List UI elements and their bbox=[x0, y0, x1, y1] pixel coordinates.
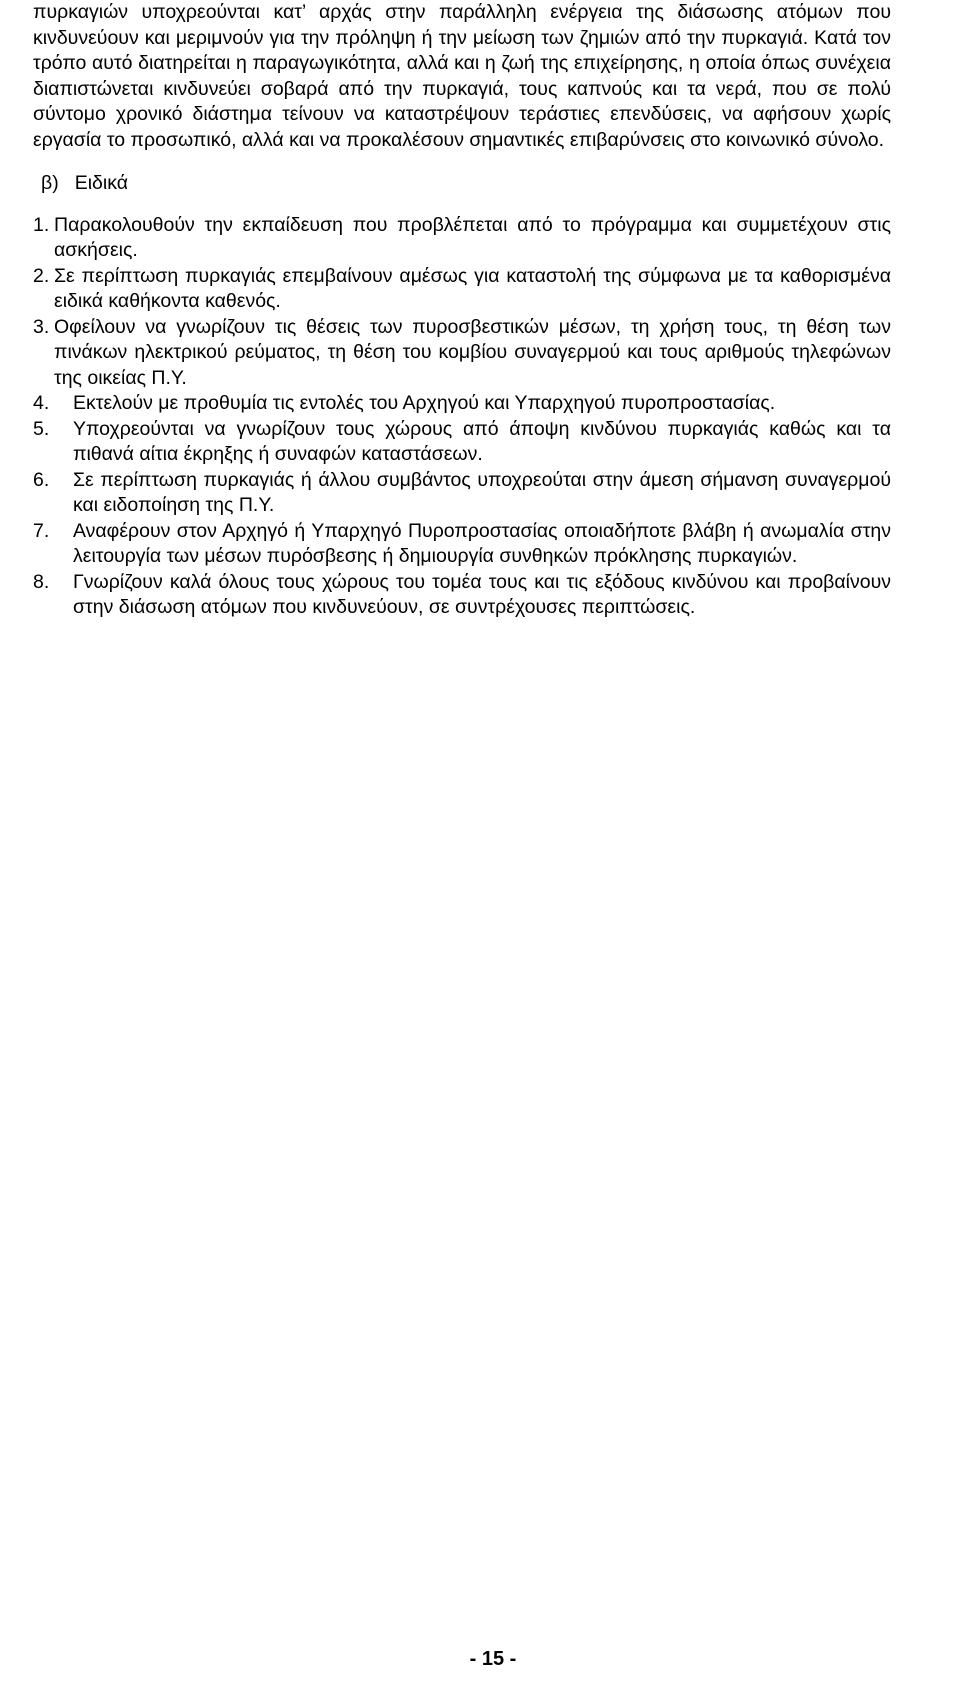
duties-list bbox=[33, 213, 891, 621]
list-item-text: Οφείλουν να γνωρίζουν τις θέσεις των πυροσβεστικών μέσων, τη χρήση τους, τη θέση των πινάκων ηλεκτρικού ρεύματος, τη θέση του κομβίου συναγερμού και τους αριθμούς τηλεφώνων της οικείας Π.Υ. bbox=[54, 315, 891, 389]
section-marker: β) bbox=[41, 172, 59, 194]
list-item bbox=[33, 570, 891, 621]
list-item-number: 5. bbox=[33, 417, 50, 440]
list-item-text: Σε περίπτωση πυρκαγιάς ή άλλου συμβάντος υποχρεούται στην άμεση σήμανση συναγερμού και ειδοποίηση της Π.Υ. bbox=[73, 468, 891, 516]
list-item-text: Εκτελούν με προθυμία τις εντολές του Αρχηγού και Υπαρχηγού πυροπροστασίας. bbox=[73, 392, 776, 414]
list-item-text: Υποχρεούνται να γνωρίζουν τους χώρους από άποψη κινδύνου πυρκαγιάς καθώς και τα πιθανά αίτια έκρηξης ή συναφών καταστάσεων. bbox=[73, 417, 891, 465]
list-item bbox=[33, 213, 891, 264]
list-item bbox=[33, 264, 891, 315]
list-item bbox=[33, 391, 891, 417]
list-item-number: 3. bbox=[33, 315, 50, 338]
page-number: - 15 - bbox=[469, 1648, 517, 1670]
list-item-text: Παρακολουθούν την εκπαίδευση που προβλέπεται από το πρόγραμμα και συμμετέχουν στις ασκήσεις. bbox=[54, 213, 891, 261]
list-item-number: 8. bbox=[33, 570, 50, 593]
intro-paragraph: πυρκαγιών υποχρεούνται κατ’ αρχάς στην παράλληλη ενέργεια της διάσωσης ατόμων που κινδυνεύουν και μεριμνούν για την πρόληψη ή την μείωση των ζημιών από την πυρκαγιά. Κατά τον τρόπο αυτό διατηρείται η παραγωγικότητα, αλλά και η ζωή της επιχείρησης, η οποία όπως συνέχεια διαπιστώνεται κινδυνεύει σοβαρά από την πυρκαγιά, τους καπνούς και τα νερά, που σε πολύ σύντομο χρονικό διάστημα τείνουν να καταστρέψουν τεράστιες επενδύσεις, να αφήσουν χωρίς εργασία το προσωπικό, αλλά και να προκαλέσουν σημαντικές επιβαρύνσεις στο κοινωνικό σύνολο. bbox=[33, 1, 891, 151]
list-item bbox=[33, 468, 891, 519]
list-item-text: Γνωρίζουν καλά όλους τους χώρους του τομέα τους και τις εξόδους κινδύνου και προβαίνουν στην διάσωση ατόμων που κινδυνεύουν, σε συντρέχουσες περιπτώσεις. bbox=[73, 570, 891, 618]
list-item bbox=[33, 519, 891, 570]
list-item-number: 6. bbox=[33, 468, 50, 491]
list-item bbox=[33, 315, 891, 392]
section-title: Ειδικά bbox=[74, 172, 129, 194]
section-heading bbox=[33, 171, 891, 197]
list-item-text: Αναφέρουν στον Αρχηγό ή Υπαρχηγό Πυροπροστασίας οποιαδήποτε βλάβη ή ανωμαλία στην λειτουργία των μέσων πυρόσβεσης ή δημιουργία συνθηκών πρόκλησης πυρκαγιών. bbox=[73, 519, 891, 567]
page-content bbox=[33, 0, 891, 621]
list-item-number: 2. bbox=[33, 264, 50, 287]
list-item bbox=[33, 417, 891, 468]
list-item-number: 4. bbox=[33, 392, 50, 414]
list-item-text: Σε περίπτωση πυρκαγιάς επεμβαίνουν αμέσως για καταστολή της σύμφωνα με τα καθορισμένα ειδικά καθήκοντα καθενός. bbox=[54, 264, 891, 312]
list-item-number: 7. bbox=[33, 519, 50, 542]
list-item-number: 1. bbox=[33, 213, 50, 236]
